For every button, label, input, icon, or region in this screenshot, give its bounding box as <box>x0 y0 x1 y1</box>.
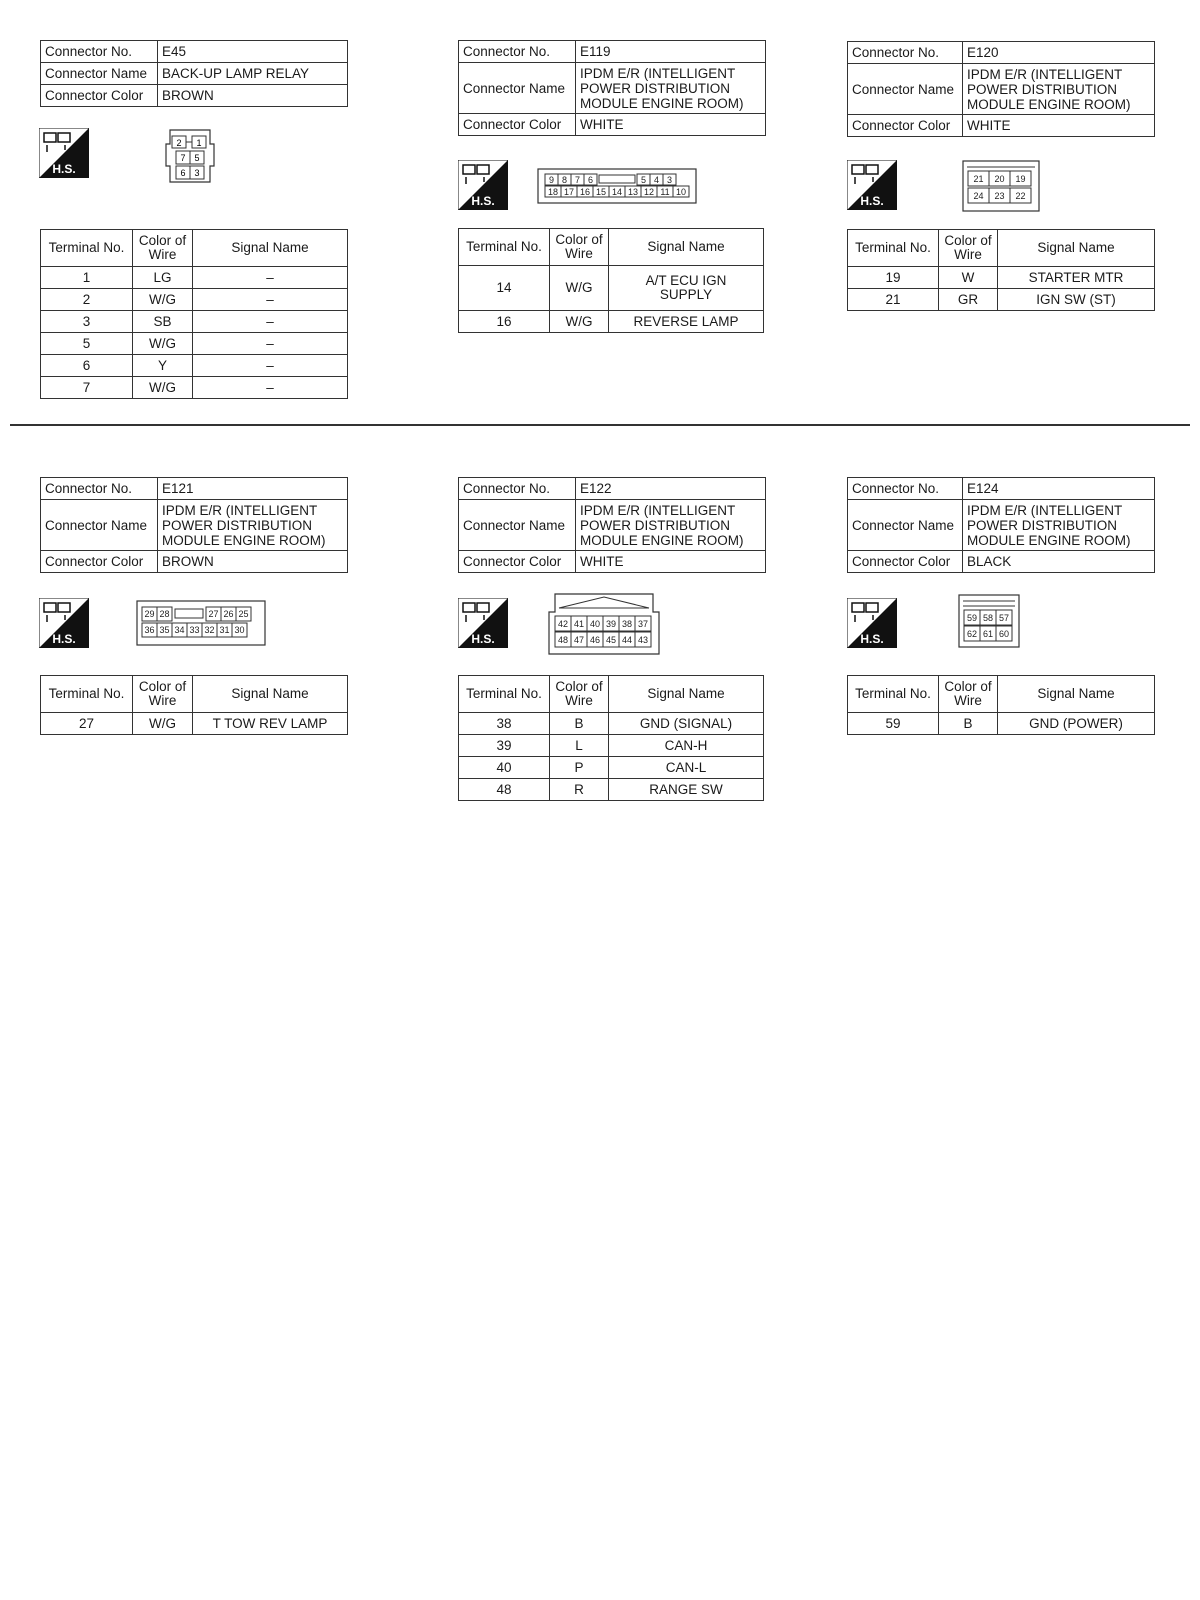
hs-badge-icon <box>39 598 89 648</box>
pin-label: 10 <box>675 187 687 197</box>
connector-no-label: Connector No. <box>41 41 158 63</box>
terminal-no-cell: 39 <box>459 735 550 757</box>
table-row <box>459 266 764 311</box>
hs-badge-text: H.S. <box>860 194 884 208</box>
pin-label: 20 <box>994 174 1005 184</box>
pin-label: 6 <box>587 175 594 185</box>
hs-badge-text: H.S. <box>471 632 495 646</box>
pin-label: 19 <box>1015 174 1026 184</box>
connector-color-label: Connector Color <box>848 115 963 137</box>
connector-color-value: BLACK <box>963 551 1155 573</box>
signal-name-cell: CAN-H <box>609 735 764 757</box>
connector-no-label: Connector No. <box>848 478 963 500</box>
pin-label: 3 <box>666 175 673 185</box>
connector-color-label: Connector Color <box>41 85 158 107</box>
hs-badge-text: H.S. <box>52 162 76 176</box>
connector-no-value: E120 <box>963 42 1155 64</box>
wire-color-header: Color of Wire <box>939 230 998 267</box>
connector-color-value: BROWN <box>158 85 348 107</box>
connector-face-diagram <box>156 128 222 186</box>
connector-info-table <box>458 40 766 136</box>
section-divider <box>10 424 1190 426</box>
signal-name-cell: – <box>193 267 348 289</box>
signal-name-cell: A/T ECU IGN SUPPLY <box>609 266 764 311</box>
connector-info-table <box>40 40 348 107</box>
connector-color-value: BROWN <box>158 551 348 573</box>
pin-label: 40 <box>589 619 601 629</box>
table-row <box>41 355 348 377</box>
connector-face-diagram <box>537 168 697 204</box>
pin-label: 3 <box>194 168 200 178</box>
table-row <box>459 311 764 333</box>
wire-color-cell: W/G <box>133 333 193 355</box>
table-row <box>848 267 1155 289</box>
terminal-no-cell: 1 <box>41 267 133 289</box>
signal-name-cell: – <box>193 377 348 399</box>
signal-name-header: Signal Name <box>609 676 764 713</box>
pin-label: 28 <box>159 609 170 619</box>
pin-label: 35 <box>159 625 170 635</box>
signal-name-cell: – <box>193 333 348 355</box>
connector-face-diagram <box>962 160 1040 212</box>
terminal-table <box>458 675 764 801</box>
terminal-no-cell: 27 <box>41 713 133 735</box>
pin-label: 41 <box>573 619 585 629</box>
pin-label: 5 <box>194 153 200 163</box>
hs-badge-text: H.S. <box>52 632 76 646</box>
pin-label: 27 <box>208 609 219 619</box>
pin-label: 31 <box>219 625 230 635</box>
pin-label: 47 <box>573 635 585 645</box>
pin-label: 45 <box>605 635 617 645</box>
connector-info-table <box>40 477 348 573</box>
connector-color-label: Connector Color <box>848 551 963 573</box>
terminal-no-cell: 16 <box>459 311 550 333</box>
pin-label: 58 <box>982 613 994 623</box>
connector-name-label: Connector Name <box>459 500 576 551</box>
connector-color-value: WHITE <box>576 551 766 573</box>
terminal-table <box>847 229 1155 311</box>
connector-info-table <box>458 477 766 573</box>
table-row <box>848 289 1155 311</box>
pin-label: 33 <box>189 625 200 635</box>
terminal-no-cell: 7 <box>41 377 133 399</box>
signal-name-cell: – <box>193 355 348 377</box>
table-row <box>459 735 764 757</box>
signal-name-cell: – <box>193 289 348 311</box>
table-row <box>41 267 348 289</box>
pin-label: 37 <box>637 619 649 629</box>
wire-color-header: Color of Wire <box>550 229 609 266</box>
terminal-no-cell: 38 <box>459 713 550 735</box>
connector-no-label: Connector No. <box>459 41 576 63</box>
pin-label: 23 <box>994 191 1005 201</box>
connector-color-value: WHITE <box>576 114 766 136</box>
terminal-no-header: Terminal No. <box>459 229 550 266</box>
pin-label: 61 <box>982 629 994 639</box>
signal-name-cell: T TOW REV LAMP <box>193 713 348 735</box>
connector-name-label: Connector Name <box>41 500 158 551</box>
wire-color-cell: W/G <box>133 377 193 399</box>
wire-color-cell: W/G <box>550 311 609 333</box>
terminal-no-cell: 59 <box>848 713 939 735</box>
pin-label: 12 <box>643 187 655 197</box>
terminal-no-cell: 14 <box>459 266 550 311</box>
connector-color-value: WHITE <box>963 115 1155 137</box>
pin-label: 38 <box>621 619 633 629</box>
terminal-no-cell: 40 <box>459 757 550 779</box>
connector-name-label: Connector Name <box>848 500 963 551</box>
pin-label: 7 <box>180 153 186 163</box>
connector-no-value: E122 <box>576 478 766 500</box>
pin-label: 62 <box>966 629 978 639</box>
connector-info-table <box>847 477 1155 573</box>
connector-no-value: E119 <box>576 41 766 63</box>
table-row <box>459 757 764 779</box>
pin-label: 29 <box>144 609 155 619</box>
connector-name-value: IPDM E/R (INTELLIGENT POWER DISTRIBUTION MODULE ENGINE ROOM) <box>576 500 766 551</box>
terminal-table <box>847 675 1155 735</box>
connector-no-value: E121 <box>158 478 348 500</box>
pin-label: 32 <box>204 625 215 635</box>
table-row <box>41 377 348 399</box>
wire-color-cell: B <box>939 713 998 735</box>
pin-label: 4 <box>653 175 660 185</box>
terminal-no-cell: 5 <box>41 333 133 355</box>
connector-color-label: Connector Color <box>41 551 158 573</box>
terminal-no-header: Terminal No. <box>41 230 133 267</box>
pin-label: 36 <box>144 625 155 635</box>
hs-badge-text: H.S. <box>860 632 884 646</box>
connector-name-value: IPDM E/R (INTELLIGENT POWER DISTRIBUTION MODULE ENGINE ROOM) <box>963 500 1155 551</box>
terminal-table <box>458 228 764 333</box>
connector-no-value: E124 <box>963 478 1155 500</box>
pin-label: 18 <box>547 187 559 197</box>
pin-label: 11 <box>660 187 670 197</box>
connector-name-label: Connector Name <box>848 64 963 115</box>
connector-name-value: IPDM E/R (INTELLIGENT POWER DISTRIBUTION MODULE ENGINE ROOM) <box>158 500 348 551</box>
pin-label: 1 <box>196 138 202 148</box>
wire-color-cell: R <box>550 779 609 801</box>
pin-label: 17 <box>563 187 575 197</box>
signal-name-cell: GND (POWER) <box>998 713 1155 735</box>
pin-label: 21 <box>973 174 984 184</box>
signal-name-cell: RANGE SW <box>609 779 764 801</box>
pin-label: 42 <box>557 619 569 629</box>
connector-info-table <box>847 41 1155 137</box>
pin-label: 39 <box>605 619 617 629</box>
wire-color-header: Color of Wire <box>939 676 998 713</box>
table-row <box>459 713 764 735</box>
wire-color-cell: Y <box>133 355 193 377</box>
signal-name-cell: REVERSE LAMP <box>609 311 764 333</box>
terminal-no-header: Terminal No. <box>41 676 133 713</box>
hs-badge-icon <box>847 598 897 648</box>
terminal-no-header: Terminal No. <box>459 676 550 713</box>
terminal-no-cell: 2 <box>41 289 133 311</box>
pin-label: 57 <box>998 613 1010 623</box>
pin-label: 15 <box>595 187 607 197</box>
pin-label: 59 <box>966 613 978 623</box>
signal-name-header: Signal Name <box>609 229 764 266</box>
terminal-no-cell: 6 <box>41 355 133 377</box>
hs-badge-icon <box>458 160 508 210</box>
pin-label: 13 <box>627 187 639 197</box>
connector-face-diagram <box>547 592 661 658</box>
connector-name-value: IPDM E/R (INTELLIGENT POWER DISTRIBUTION MODULE ENGINE ROOM) <box>963 64 1155 115</box>
signal-name-header: Signal Name <box>193 230 348 267</box>
pin-label: 30 <box>234 625 245 635</box>
table-row <box>41 289 348 311</box>
hs-badge-icon <box>39 128 89 178</box>
pin-label: 26 <box>223 609 234 619</box>
pin-label: 8 <box>561 175 568 185</box>
wire-color-cell: L <box>550 735 609 757</box>
pin-label: 7 <box>574 175 581 185</box>
terminal-no-header: Terminal No. <box>848 676 939 713</box>
pin-label: 6 <box>180 168 186 178</box>
pin-label: 9 <box>548 175 555 185</box>
terminal-table <box>40 675 348 735</box>
connector-color-label: Connector Color <box>459 114 576 136</box>
pin-label: 25 <box>238 609 249 619</box>
pin-label: 46 <box>589 635 601 645</box>
terminal-no-header: Terminal No. <box>848 230 939 267</box>
signal-name-cell: IGN SW (ST) <box>998 289 1155 311</box>
table-row <box>41 333 348 355</box>
connector-no-label: Connector No. <box>459 478 576 500</box>
pin-label: 14 <box>611 187 623 197</box>
table-row <box>848 713 1155 735</box>
wire-color-cell: W/G <box>133 713 193 735</box>
signal-name-cell: – <box>193 311 348 333</box>
pin-label: 16 <box>579 187 591 197</box>
signal-name-cell: GND (SIGNAL) <box>609 713 764 735</box>
wire-color-cell: B <box>550 713 609 735</box>
wire-color-cell: P <box>550 757 609 779</box>
pin-label: 60 <box>998 629 1010 639</box>
pin-label: 22 <box>1015 191 1026 201</box>
connector-face-diagram <box>958 594 1020 648</box>
table-row <box>41 311 348 333</box>
pin-label: 34 <box>174 625 185 635</box>
wire-color-cell: W <box>939 267 998 289</box>
terminal-table <box>40 229 348 399</box>
connector-no-label: Connector No. <box>848 42 963 64</box>
wire-color-cell: SB <box>133 311 193 333</box>
pin-label: 48 <box>557 635 569 645</box>
pin-label: 5 <box>640 175 647 185</box>
terminal-no-cell: 21 <box>848 289 939 311</box>
wire-color-header: Color of Wire <box>133 676 193 713</box>
connector-name-label: Connector Name <box>459 63 576 114</box>
wire-color-cell: W/G <box>550 266 609 311</box>
connector-name-value: IPDM E/R (INTELLIGENT POWER DISTRIBUTION MODULE ENGINE ROOM) <box>576 63 766 114</box>
pin-label: 2 <box>176 138 182 148</box>
pin-label: 44 <box>621 635 633 645</box>
hs-badge-icon <box>458 598 508 648</box>
terminal-no-cell: 48 <box>459 779 550 801</box>
table-row <box>459 779 764 801</box>
connector-color-label: Connector Color <box>459 551 576 573</box>
signal-name-header: Signal Name <box>998 676 1155 713</box>
connector-name-value: BACK-UP LAMP RELAY <box>158 63 348 85</box>
wire-color-cell: LG <box>133 267 193 289</box>
wire-color-cell: GR <box>939 289 998 311</box>
pin-label: 24 <box>973 191 984 201</box>
connector-face-diagram <box>136 600 266 646</box>
signal-name-header: Signal Name <box>193 676 348 713</box>
connector-name-label: Connector Name <box>41 63 158 85</box>
signal-name-cell: STARTER MTR <box>998 267 1155 289</box>
terminal-no-cell: 3 <box>41 311 133 333</box>
wire-color-header: Color of Wire <box>133 230 193 267</box>
terminal-no-cell: 19 <box>848 267 939 289</box>
connector-no-label: Connector No. <box>41 478 158 500</box>
wire-color-cell: W/G <box>133 289 193 311</box>
wire-color-header: Color of Wire <box>550 676 609 713</box>
signal-name-cell: CAN-L <box>609 757 764 779</box>
hs-badge-icon <box>847 160 897 210</box>
hs-badge-text: H.S. <box>471 194 495 208</box>
signal-name-header: Signal Name <box>998 230 1155 267</box>
table-row <box>41 713 348 735</box>
connector-no-value: E45 <box>158 41 348 63</box>
pin-label: 43 <box>637 635 649 645</box>
